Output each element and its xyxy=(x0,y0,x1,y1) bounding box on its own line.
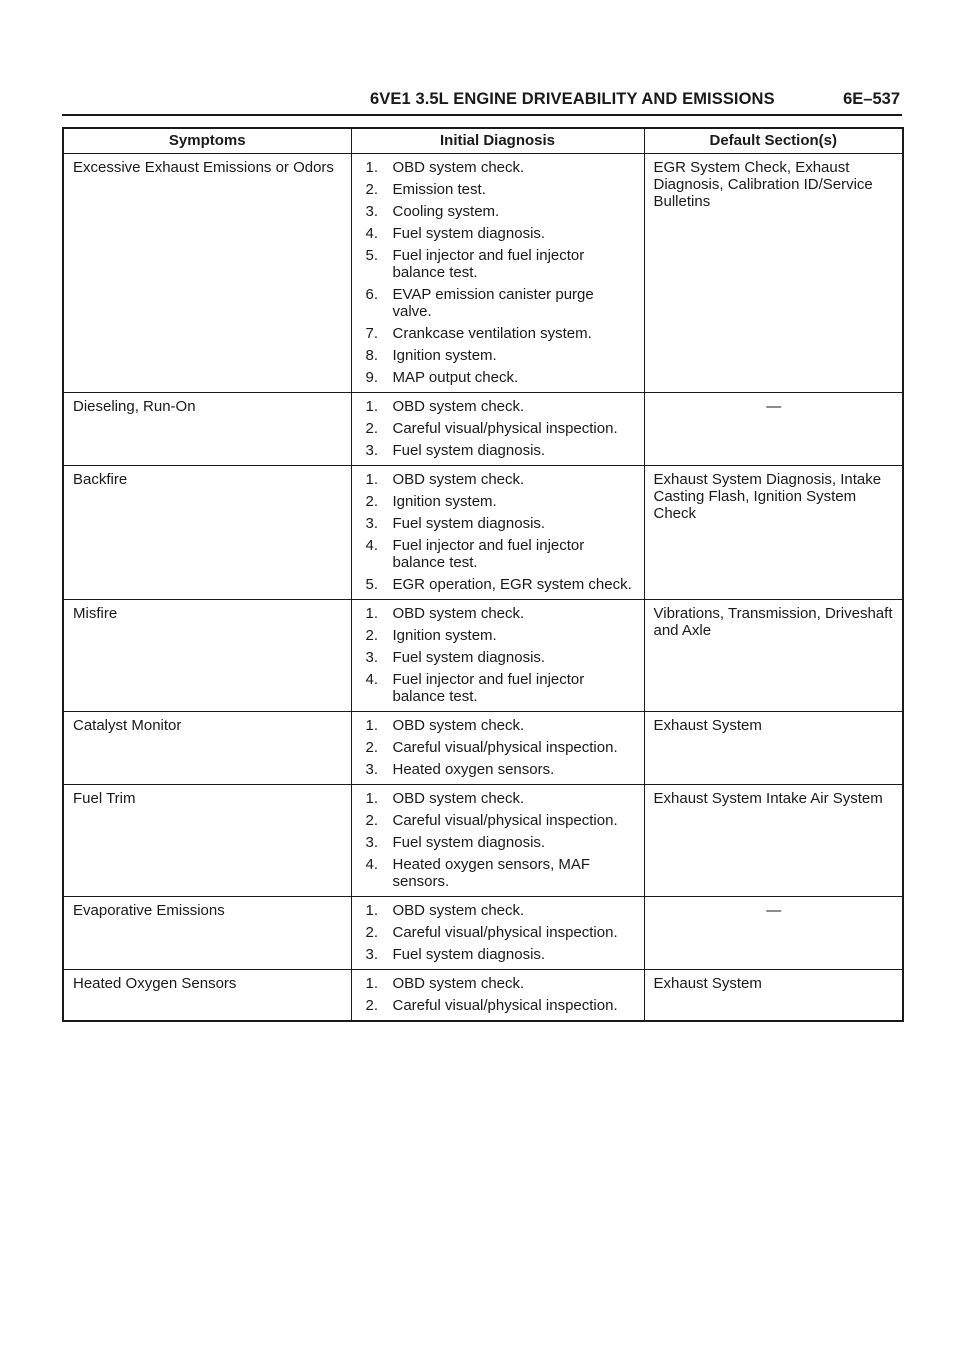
diagnosis-steps-list xyxy=(361,902,636,963)
step-text: Ignition system. xyxy=(392,493,497,510)
diagnosis-step xyxy=(361,471,636,488)
initial-diagnosis-cell xyxy=(351,466,644,600)
diagnosis-step xyxy=(361,975,636,992)
table-header-row xyxy=(63,128,903,154)
step-text: Crankcase ventilation system. xyxy=(392,325,592,342)
diagnosis-step xyxy=(361,515,636,532)
step-text: EGR operation, EGR system check. xyxy=(392,576,632,593)
step-text: EVAP emission canister purge valve. xyxy=(392,286,594,320)
diagnosis-step xyxy=(361,671,636,705)
step-text: Careful visual/physical inspection. xyxy=(392,997,618,1014)
step-text: Fuel system diagnosis. xyxy=(392,442,546,459)
step-text: MAP output check. xyxy=(392,369,519,386)
diagnosis-step xyxy=(361,576,636,593)
step-number: 2. xyxy=(365,420,379,437)
step-number: 3. xyxy=(365,834,379,851)
step-number: 3. xyxy=(365,203,379,220)
diagnosis-step xyxy=(361,812,636,829)
diagnosis-steps-list xyxy=(361,605,636,705)
step-number: 4. xyxy=(365,537,379,554)
diagnosis-step xyxy=(361,605,636,622)
step-text: Ignition system. xyxy=(392,347,497,364)
diagnosis-step xyxy=(361,347,636,364)
table-row xyxy=(63,712,903,785)
table-row xyxy=(63,154,903,393)
diagnosis-step xyxy=(361,761,636,778)
diagnosis-step xyxy=(361,649,636,666)
step-text: Careful visual/physical inspection. xyxy=(392,739,618,756)
column-header-initial-diagnosis: Initial Diagnosis xyxy=(351,128,644,154)
step-number: 3. xyxy=(365,515,379,532)
step-number: 3. xyxy=(365,761,379,778)
step-number: 2. xyxy=(365,739,379,756)
step-number: 2. xyxy=(365,181,379,198)
symptom-cell: Misfire xyxy=(63,600,351,712)
step-number: 1. xyxy=(365,605,379,622)
step-text: Heated oxygen sensors, MAF sensors. xyxy=(392,856,591,890)
symptom-table xyxy=(62,127,904,1022)
diagnosis-step xyxy=(361,225,636,242)
step-number: 2. xyxy=(365,997,379,1014)
step-number: 3. xyxy=(365,946,379,963)
initial-diagnosis-cell xyxy=(351,154,644,393)
default-section-cell: Exhaust System xyxy=(644,712,903,785)
step-text: Ignition system. xyxy=(392,627,497,644)
step-text: Careful visual/physical inspection. xyxy=(392,924,618,941)
symptom-cell: Evaporative Emissions xyxy=(63,897,351,970)
step-number: 6. xyxy=(365,286,379,303)
page-header xyxy=(62,88,902,110)
header-rule xyxy=(62,114,902,116)
step-number: 1. xyxy=(365,471,379,488)
step-text: OBD system check. xyxy=(392,398,525,415)
step-number: 1. xyxy=(365,790,379,807)
step-number: 8. xyxy=(365,347,379,364)
step-text: Fuel system diagnosis. xyxy=(392,225,546,242)
step-number: 1. xyxy=(365,717,379,734)
diagnosis-step xyxy=(361,856,636,890)
step-number: 1. xyxy=(365,398,379,415)
step-text: OBD system check. xyxy=(392,159,525,176)
step-text: OBD system check. xyxy=(392,471,525,488)
step-text: Fuel system diagnosis. xyxy=(392,515,546,532)
column-header-symptoms: Symptoms xyxy=(63,128,351,154)
step-number: 4. xyxy=(365,856,379,873)
page-number: 6E–537 xyxy=(843,90,900,108)
table-row xyxy=(63,897,903,970)
page-title: 6VE1 3.5L ENGINE DRIVEABILITY AND EMISSIONS xyxy=(370,90,775,108)
step-text: OBD system check. xyxy=(392,975,525,992)
symptom-cell: Fuel Trim xyxy=(63,785,351,897)
table-row xyxy=(63,393,903,466)
step-number: 2. xyxy=(365,627,379,644)
diagnosis-step xyxy=(361,420,636,437)
diagnosis-steps-list xyxy=(361,471,636,593)
step-text: Fuel injector and fuel injector balance test. xyxy=(392,537,585,571)
diagnosis-steps-list xyxy=(361,159,636,386)
step-text: OBD system check. xyxy=(392,605,525,622)
step-text: Cooling system. xyxy=(392,203,500,220)
diagnosis-steps-list xyxy=(361,717,636,778)
diagnosis-step xyxy=(361,902,636,919)
step-number: 3. xyxy=(365,442,379,459)
symptom-cell: Catalyst Monitor xyxy=(63,712,351,785)
diagnosis-steps-list xyxy=(361,398,636,459)
diagnosis-step xyxy=(361,181,636,198)
step-text: OBD system check. xyxy=(392,717,525,734)
diagnosis-step xyxy=(361,924,636,941)
diagnosis-step xyxy=(361,203,636,220)
step-text: OBD system check. xyxy=(392,902,525,919)
step-text: Heated oxygen sensors. xyxy=(392,761,555,778)
diagnosis-steps-list xyxy=(361,975,636,1014)
step-text: Fuel system diagnosis. xyxy=(392,649,546,666)
step-text: Emission test. xyxy=(392,181,486,198)
table-row xyxy=(63,466,903,600)
diagnosis-step xyxy=(361,398,636,415)
symptom-cell: Dieseling, Run-On xyxy=(63,393,351,466)
default-section-cell: — xyxy=(644,393,903,466)
step-text: Careful visual/physical inspection. xyxy=(392,812,618,829)
diagnosis-steps-list xyxy=(361,790,636,890)
default-section-cell: Exhaust System Diagnosis, Intake Casting Flash, Ignition System Check xyxy=(644,466,903,600)
step-number: 7. xyxy=(365,325,379,342)
diagnosis-step xyxy=(361,325,636,342)
step-text: Careful visual/physical inspection. xyxy=(392,420,618,437)
diagnosis-step xyxy=(361,739,636,756)
symptom-cell: Backfire xyxy=(63,466,351,600)
default-section-cell: Exhaust System xyxy=(644,970,903,1022)
step-text: Fuel system diagnosis. xyxy=(392,834,546,851)
diagnosis-step xyxy=(361,997,636,1014)
default-section-cell: EGR System Check, Exhaust Diagnosis, Calibration ID/Service Bulletins xyxy=(644,154,903,393)
default-section-cell: Exhaust System Intake Air System xyxy=(644,785,903,897)
step-number: 4. xyxy=(365,225,379,242)
initial-diagnosis-cell xyxy=(351,393,644,466)
diagnosis-step xyxy=(361,286,636,320)
table-row xyxy=(63,970,903,1022)
step-text: OBD system check. xyxy=(392,790,525,807)
initial-diagnosis-cell xyxy=(351,600,644,712)
diagnosis-step xyxy=(361,369,636,386)
diagnosis-step xyxy=(361,627,636,644)
step-number: 4. xyxy=(365,671,379,688)
initial-diagnosis-cell xyxy=(351,712,644,785)
symptom-cell: Heated Oxygen Sensors xyxy=(63,970,351,1022)
step-number: 2. xyxy=(365,924,379,941)
step-number: 5. xyxy=(365,576,379,593)
diagnosis-step xyxy=(361,493,636,510)
table-row xyxy=(63,600,903,712)
diagnosis-step xyxy=(361,159,636,176)
initial-diagnosis-cell xyxy=(351,785,644,897)
symptom-cell: Excessive Exhaust Emissions or Odors xyxy=(63,154,351,393)
step-number: 5. xyxy=(365,247,379,264)
diagnosis-step xyxy=(361,537,636,571)
step-text: Fuel injector and fuel injector balance test. xyxy=(392,671,585,705)
step-number: 9. xyxy=(365,369,379,386)
column-header-default-sections: Default Section(s) xyxy=(644,128,903,154)
diagnosis-step xyxy=(361,717,636,734)
diagnosis-step xyxy=(361,442,636,459)
default-section-cell: — xyxy=(644,897,903,970)
diagnosis-step xyxy=(361,834,636,851)
initial-diagnosis-cell xyxy=(351,897,644,970)
initial-diagnosis-cell xyxy=(351,970,644,1022)
step-number: 2. xyxy=(365,493,379,510)
diagnosis-step xyxy=(361,247,636,281)
diagnosis-step xyxy=(361,946,636,963)
step-text: Fuel system diagnosis. xyxy=(392,946,546,963)
step-number: 2. xyxy=(365,812,379,829)
step-number: 1. xyxy=(365,159,379,176)
diagnosis-step xyxy=(361,790,636,807)
default-section-cell: Vibrations, Transmission, Driveshaft and Axle xyxy=(644,600,903,712)
step-number: 1. xyxy=(365,975,379,992)
step-number: 3. xyxy=(365,649,379,666)
table-row xyxy=(63,785,903,897)
step-number: 1. xyxy=(365,902,379,919)
step-text: Fuel injector and fuel injector balance test. xyxy=(392,247,585,281)
